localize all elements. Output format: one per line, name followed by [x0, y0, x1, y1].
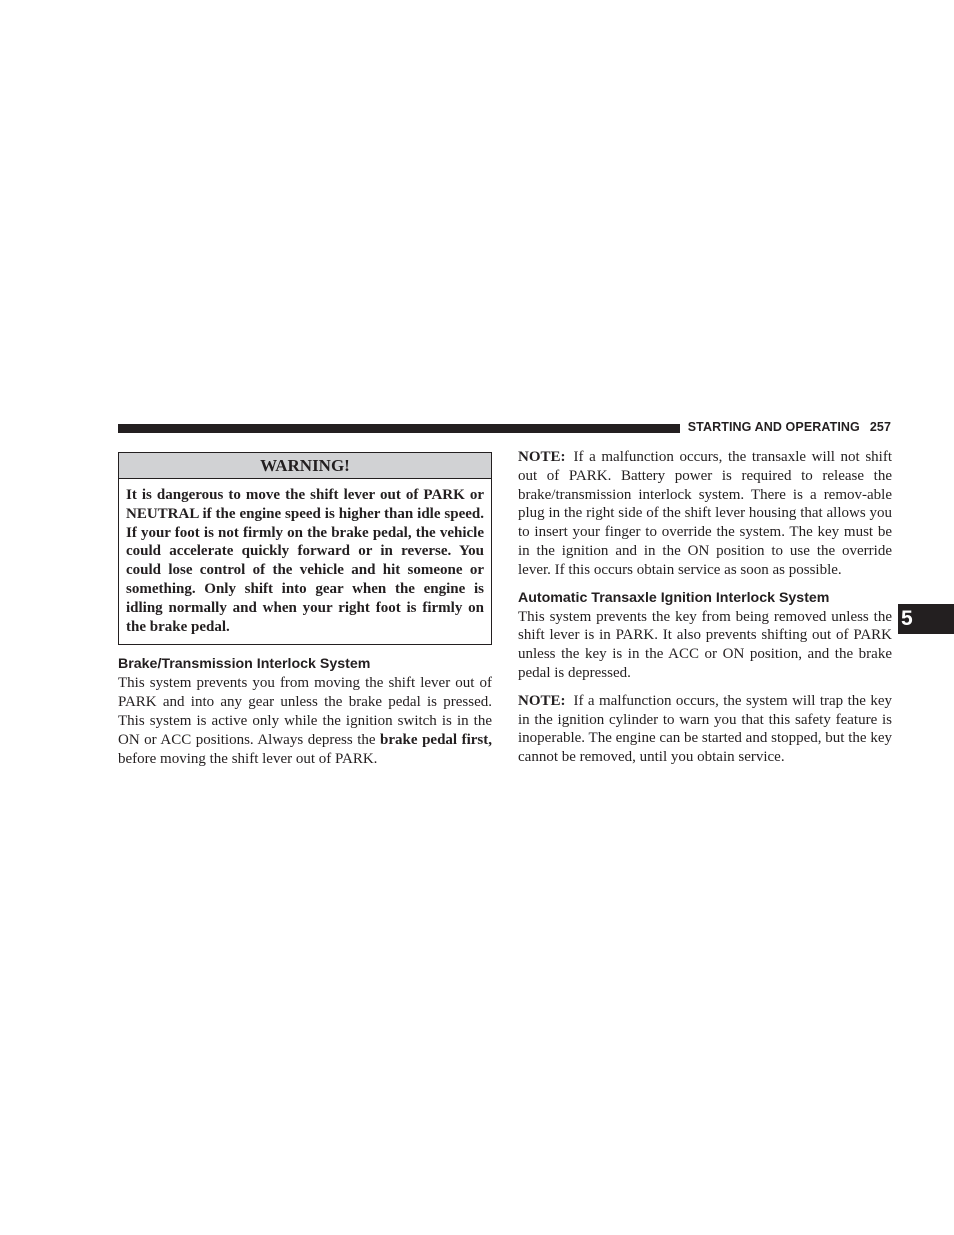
warning-box — [118, 452, 492, 645]
brake-interlock-paragraph — [118, 674, 492, 768]
right-column — [518, 448, 892, 767]
note-paragraph-2 — [518, 692, 892, 767]
running-header — [688, 420, 891, 434]
section-title: STARTING AND OPERATING — [687, 420, 860, 434]
note-label: NOTE: — [518, 692, 566, 709]
warning-text: It is dangerous to move the shift lever out of PARK or NEUTRAL if the engine speed is higher than idle speed. If your foot is not firmly on the brake pedal, the vehicle could accelerate quickly forward or in reverse. You could lose control of the vehicle and hit someone or something. Only shift into gear when the engine is idling normally and when your right foot is firmly on the brake pedal. — [126, 487, 484, 635]
brake-text-emphasis: brake pedal first, — [380, 731, 492, 748]
page-number: 257 — [869, 420, 891, 434]
left-column — [118, 452, 492, 768]
header-rule — [118, 424, 680, 433]
note-text: If a malfunction occurs, the transaxle will not shift out of PARK. Battery power is required to release the brake/transmission interlock system. There is a remov-able plug in the right side of the shift lever housing that allows you to insert your finger to override the system. The key must be in the ignition and in the ON position to use the override lever. If this occurs obtain service as soon as possible. — [518, 449, 892, 578]
ignition-interlock-paragraph: This system prevents the key from being removed unless the shift lever is in PARK. It also prevents shifting out of PARK unless the key is in the ACC or ON position, and the brake pedal is depressed. — [518, 608, 892, 681]
note-text: If a malfunction occurs, the system will trap the key in the ignition cylinder to warn you that this safety feature is inoperable. The engine can be started and stopped, but the key cannot be removed, until you obtain service. — [518, 692, 892, 766]
note-paragraph-1 — [518, 448, 892, 580]
brake-text-end: before moving the shift lever out of PARK. — [118, 750, 378, 767]
ignition-interlock-heading: Automatic Transaxle Ignition Interlock System — [518, 589, 830, 606]
warning-title: WARNING! — [119, 453, 491, 479]
brake-interlock-heading: Brake/Transmission Interlock System — [118, 656, 371, 673]
brake-text-start: This system prevents you from moving the shift lever out of PARK and into any gear unless the brake pedal is pressed. This system is active only while the ignition switch is in the ON or ACC positions. Always depress the — [118, 675, 492, 748]
note-label: NOTE: — [518, 449, 566, 465]
chapter-tab: 5 — [898, 604, 954, 634]
